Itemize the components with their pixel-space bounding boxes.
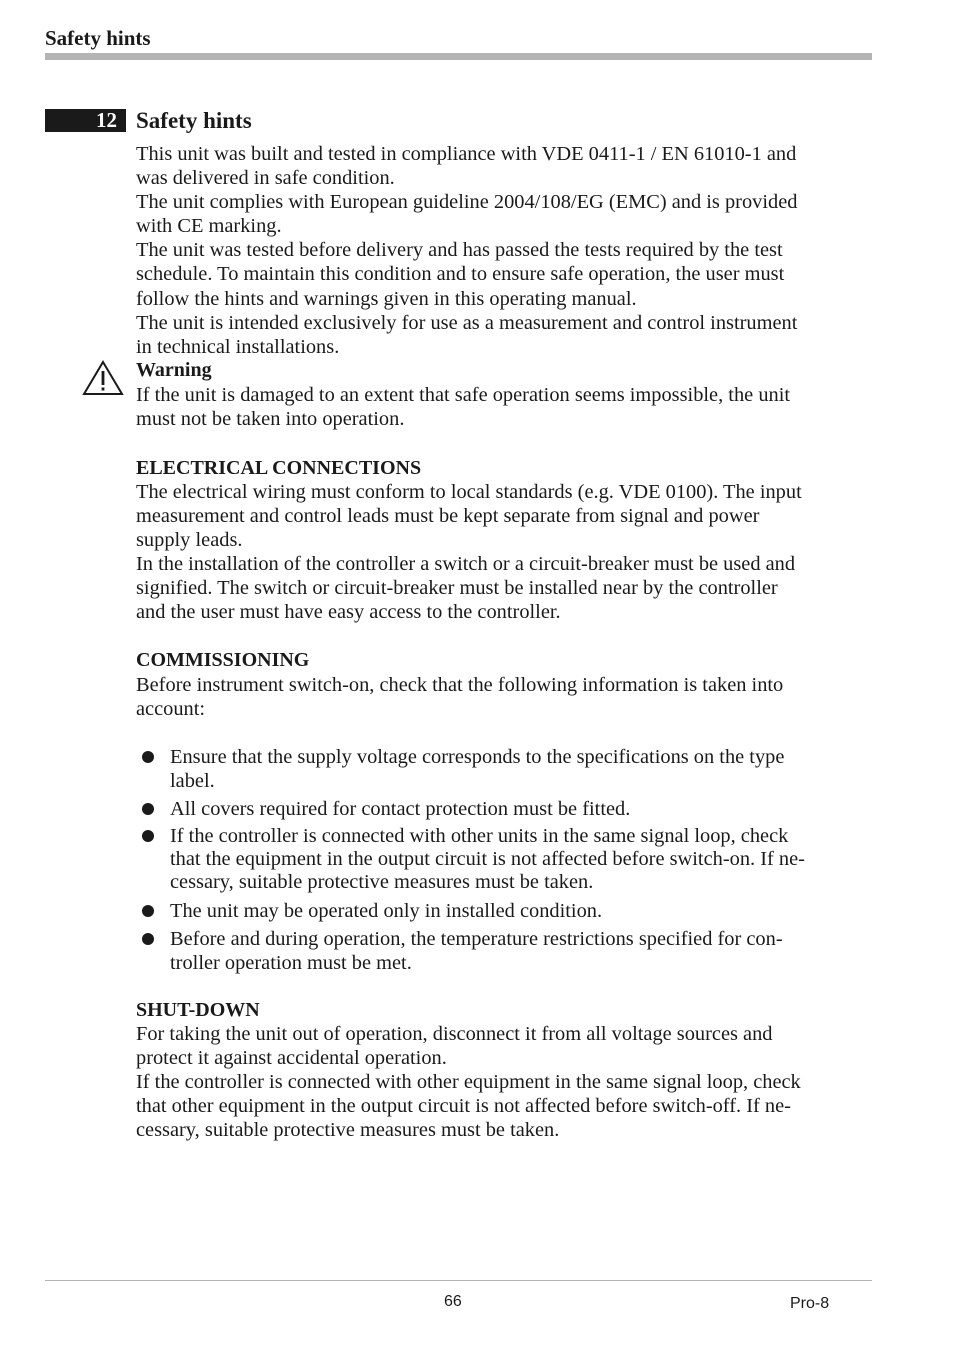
shutdown-heading: SHUT-DOWN [136,999,260,1021]
text-line: All covers required for contact protection must be fitted. [170,798,631,820]
shutdown-text [136,1022,801,1142]
footer-rule [45,1280,872,1281]
electrical-heading: ELECTRICAL CONNECTIONS [136,457,422,479]
text-line: If the unit is damaged to an extent that safe operation seems impossible, the unit [136,384,791,406]
text-line: supply leads. [136,529,243,552]
text-line: that the equipment in the output circuit is not affected before switch-on. If ne- [170,848,805,870]
text-line: cessary, suitable protective measures must be taken. [170,871,594,893]
text-line: schedule. To maintain this condition and to ensure safe operation, the user must [136,263,785,286]
commissioning-heading: COMMISSIONING [136,649,310,671]
electrical-text [136,480,802,625]
list-item [170,825,805,894]
list-item [170,927,783,975]
warning-triangle-icon [82,360,124,396]
text-line: cessary, suitable protective measures must be taken. [136,1119,560,1142]
bullet-icon [142,933,154,945]
text-line: For taking the unit out of operation, disconnect it from all voltage sources and [136,1023,773,1045]
commissioning-text [136,673,783,721]
text-line: in technical installations. [136,335,340,358]
bullet-icon [142,751,154,763]
warning-text [136,383,790,431]
text-line: This unit was built and tested in compliance with VDE 0411-1 / EN 61010-1 and [136,143,797,165]
bullet-icon [142,803,154,815]
text-line: was delivered in safe condition. [136,167,395,190]
text-line: label. [170,770,215,793]
text-line: The unit is intended exclusively for use as a measurement and control instrument [136,311,798,334]
text-line: protect it against accidental operation. [136,1047,447,1070]
text-line: Ensure that the supply voltage corresponds to the specifications on the type [170,746,785,768]
text-line: The unit was tested before delivery and has passed the tests required by the test [136,239,783,262]
text-line: measurement and control leads must be kept separate from signal and power [136,505,760,528]
list-item [170,899,602,923]
text-line: and the user must have easy access to the controller. [136,601,561,624]
list-item [170,797,630,821]
bullet-icon [142,830,154,842]
warning-label: Warning [136,359,212,381]
text-line: Before instrument switch-on, check that the following information is taken into [136,674,784,696]
text-line: account: [136,698,206,721]
product-name: Pro-8 [790,1295,830,1312]
text-line: In the installation of the controller a switch or a circuit-breaker must be used and [136,553,796,576]
text-line: The unit complies with European guideline 2004/108/EG (EMC) and is provided [136,191,798,214]
list-item [170,745,784,792]
text-line: The unit may be operated only in installed condition. [170,900,603,922]
intro-text [136,142,797,359]
text-line: troller operation must be met. [170,952,412,975]
page-number: 66 [444,1293,462,1310]
text-line: If the controller is connected with other equipment in the same signal loop, check [136,1071,801,1094]
text-line: with CE marking. [136,215,282,238]
text-line: The electrical wiring must conform to local standards (e.g. VDE 0100). The input [136,481,802,503]
text-line: Before and during operation, the temperature restrictions specified for con- [170,928,783,950]
chapter-number-badge: 12 [45,109,126,132]
text-line: must not be taken into operation. [136,408,405,431]
text-line: that other equipment in the output circuit is not affected before switch-off. If ne- [136,1095,791,1118]
text-line: If the controller is connected with other units in the same signal loop, check [170,825,789,847]
bullet-icon [142,905,154,917]
text-line: signified. The switch or circuit-breaker must be installed near by the controller [136,577,778,600]
text-line: follow the hints and warnings given in this operating manual. [136,287,637,310]
header-rule [45,53,872,60]
running-header: Safety hints [45,26,151,50]
chapter-title: Safety hints [136,108,252,133]
